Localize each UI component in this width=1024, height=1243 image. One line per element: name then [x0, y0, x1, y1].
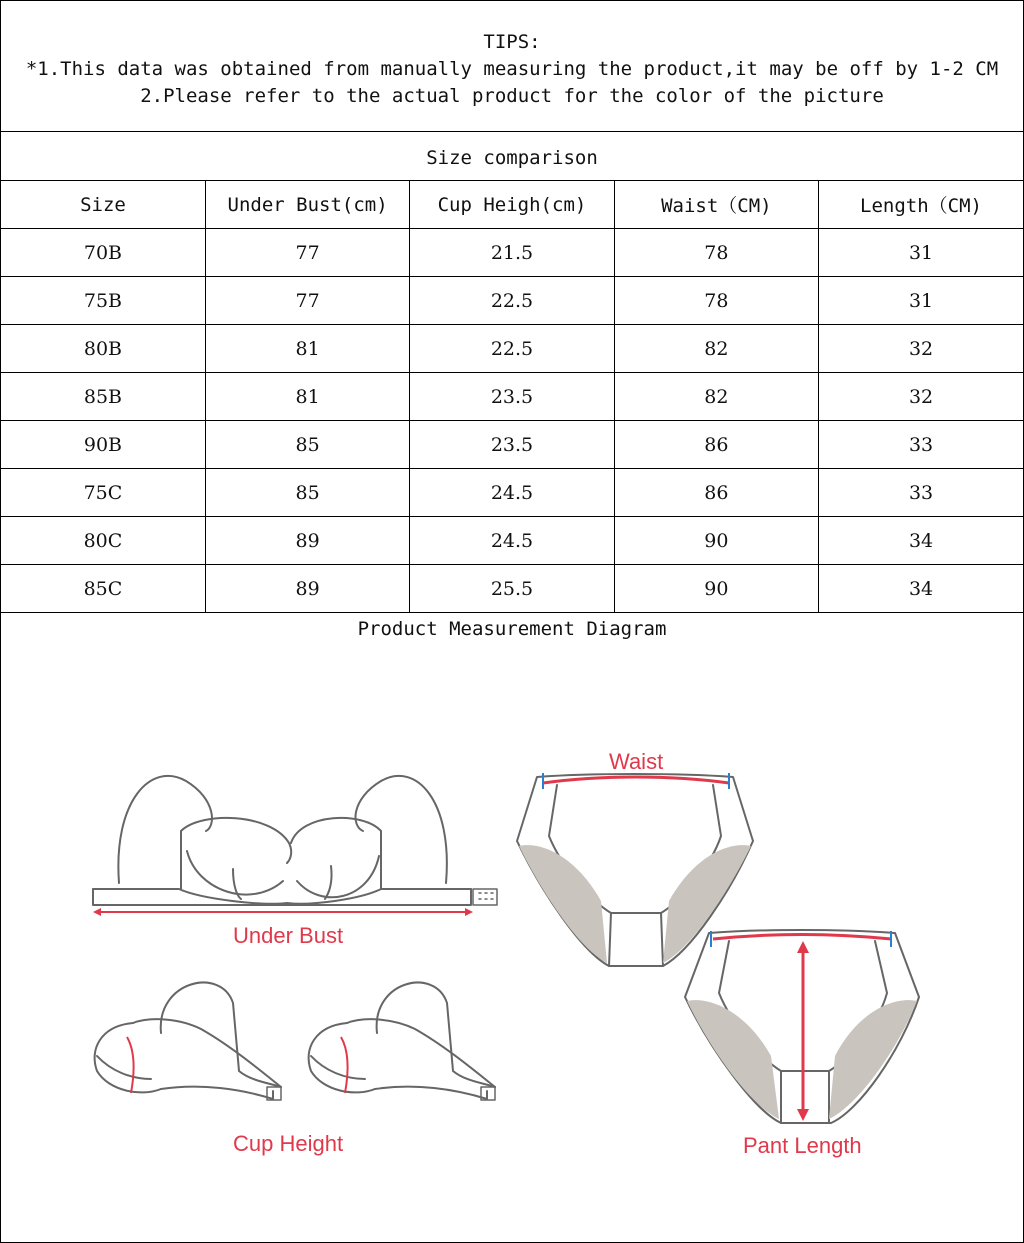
tips-section — [1, 1, 1023, 132]
cell-length: 32 — [819, 325, 1023, 373]
header-size: Size — [1, 181, 205, 229]
header-cup-height: Cup Heigh(cm) — [410, 181, 614, 229]
cell-length: 33 — [819, 421, 1023, 469]
cell-waist: 78 — [614, 229, 818, 277]
cell-cup-height: 23.5 — [410, 421, 614, 469]
cell-cup-height: 24.5 — [410, 469, 614, 517]
table-header-row — [1, 181, 1023, 229]
table-row — [1, 373, 1023, 421]
cell-under-bust: 77 — [205, 277, 409, 325]
cell-size: 75B — [1, 277, 205, 325]
cell-cup-height: 25.5 — [410, 565, 614, 613]
cell-length: 31 — [819, 277, 1023, 325]
header-length: Length（CM) — [819, 181, 1023, 229]
under-bust-label: Under Bust — [233, 923, 344, 948]
cell-size: 75C — [1, 469, 205, 517]
cell-under-bust: 89 — [205, 565, 409, 613]
cell-under-bust: 81 — [205, 325, 409, 373]
bra-side-illustration-right — [309, 983, 495, 1100]
cell-cup-height: 23.5 — [410, 373, 614, 421]
tips-line-1: *1.This data was obtained from manually measuring the product,it may be off by 1-2 CM — [25, 58, 999, 80]
cell-under-bust: 77 — [205, 229, 409, 277]
cell-under-bust: 85 — [205, 469, 409, 517]
cell-waist: 82 — [614, 373, 818, 421]
cell-cup-height: 24.5 — [410, 517, 614, 565]
cell-length: 34 — [819, 517, 1023, 565]
table-row — [1, 277, 1023, 325]
waist-label: Waist — [609, 749, 664, 774]
cell-size: 85C — [1, 565, 205, 613]
cell-waist: 90 — [614, 565, 818, 613]
cell-waist: 90 — [614, 517, 818, 565]
cell-under-bust: 89 — [205, 517, 409, 565]
cell-under-bust: 85 — [205, 421, 409, 469]
tips-heading: TIPS: — [483, 31, 541, 53]
table-row — [1, 469, 1023, 517]
cell-waist: 86 — [614, 421, 818, 469]
table-row — [1, 565, 1023, 613]
header-under-bust: Under Bust(cm) — [205, 181, 409, 229]
cell-size: 85B — [1, 373, 205, 421]
table-row — [1, 325, 1023, 373]
cell-length: 32 — [819, 373, 1023, 421]
cell-cup-height: 22.5 — [410, 325, 614, 373]
table-row — [1, 229, 1023, 277]
cell-size: 80B — [1, 325, 205, 373]
pant-length-label: Pant Length — [743, 1133, 862, 1158]
cell-size: 80C — [1, 517, 205, 565]
cell-length: 31 — [819, 229, 1023, 277]
bra-front-illustration — [93, 776, 497, 905]
size-table — [1, 181, 1023, 613]
diagram-title: Product Measurement Diagram — [357, 618, 667, 640]
size-comparison-title: Size comparison — [1, 132, 1023, 181]
cell-cup-height: 22.5 — [410, 277, 614, 325]
cell-length: 33 — [819, 469, 1023, 517]
cell-waist: 82 — [614, 325, 818, 373]
cell-size: 90B — [1, 421, 205, 469]
tips-line-2: 2.Please refer to the actual product for the color of the picture — [140, 85, 884, 107]
table-row — [1, 517, 1023, 565]
table-row — [1, 421, 1023, 469]
cup-height-label: Cup Height — [233, 1131, 344, 1156]
bra-side-illustration-left — [95, 983, 281, 1100]
cell-under-bust: 81 — [205, 373, 409, 421]
cell-size: 70B — [1, 229, 205, 277]
measurement-diagram — [1, 651, 1023, 1236]
cell-length: 34 — [819, 565, 1023, 613]
cell-waist: 86 — [614, 469, 818, 517]
cell-waist: 78 — [614, 277, 818, 325]
cell-cup-height: 21.5 — [410, 229, 614, 277]
header-waist: Waist（CM) — [614, 181, 818, 229]
